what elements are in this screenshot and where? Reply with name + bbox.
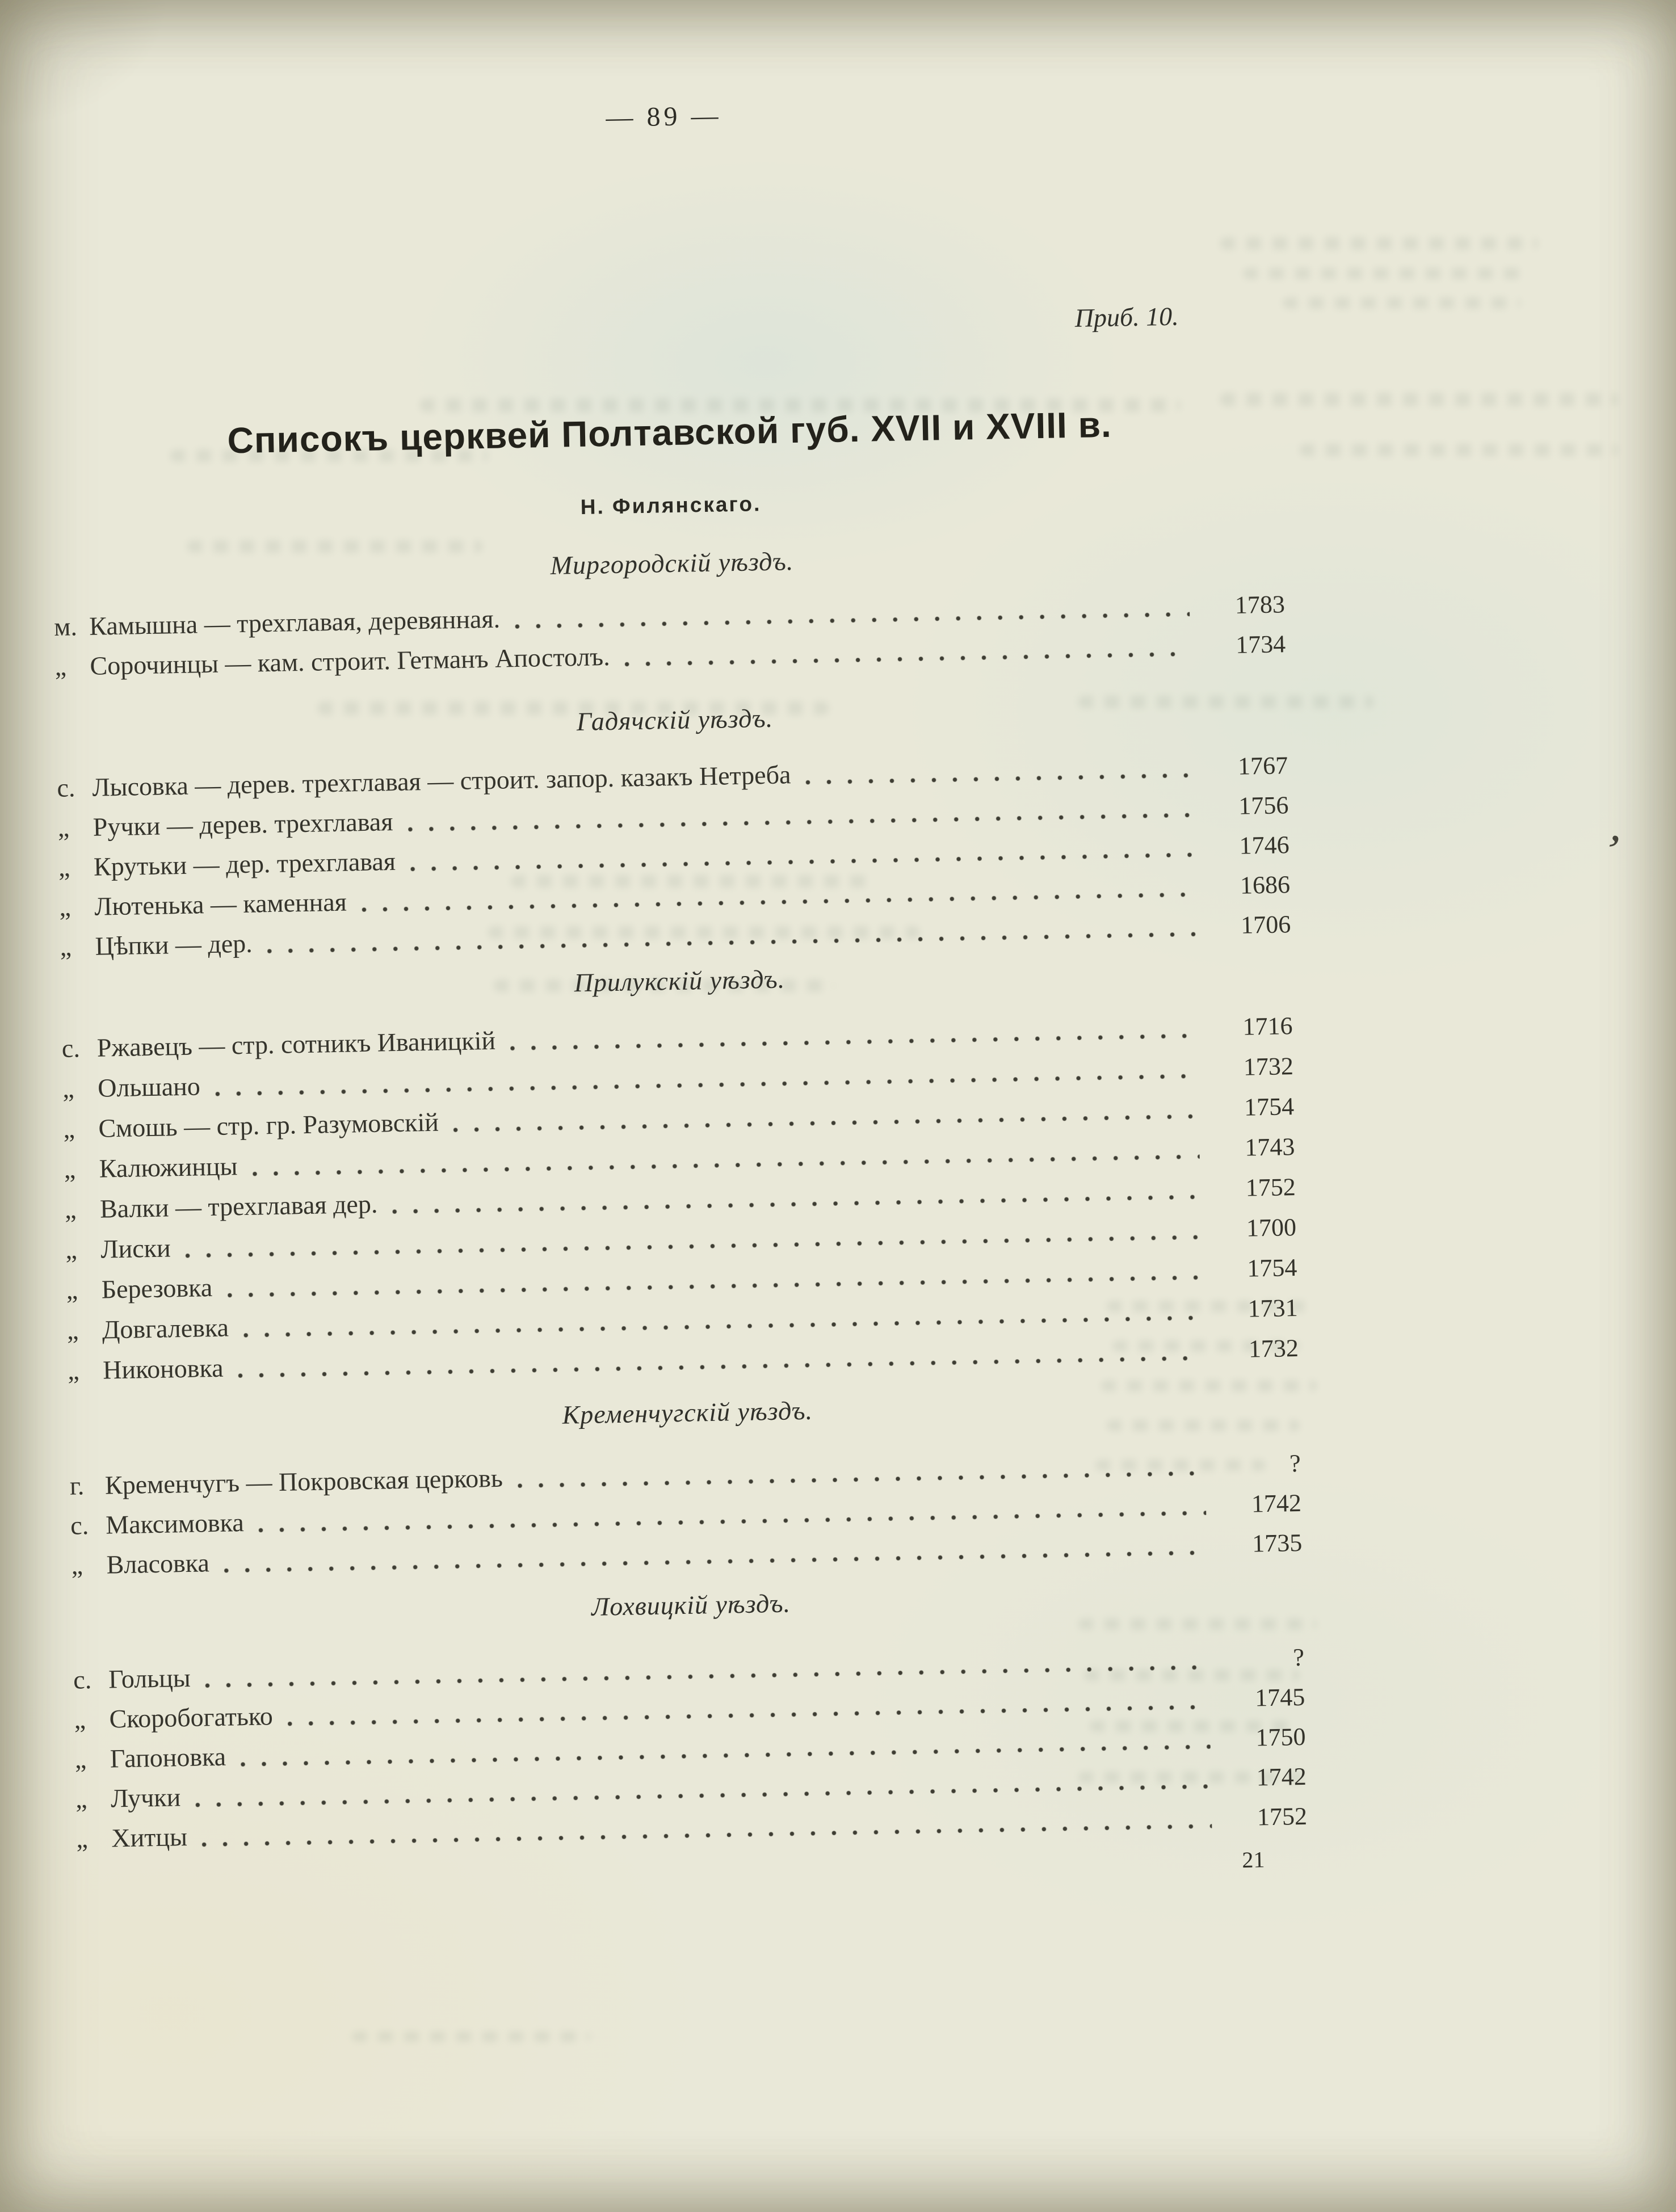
entry-year: 1746 (1239, 831, 1290, 860)
entry-list (68, 1444, 1310, 1586)
entry-name: Максимовка (105, 1508, 245, 1540)
entry-prefix: „ (74, 1705, 86, 1734)
bleedthrough-smudge (1283, 297, 1521, 309)
entry-year: 1754 (1246, 1254, 1297, 1282)
entry-name: Лучки (110, 1782, 181, 1813)
entry-name: Ржавецъ — стр. сотникъ Иваницкій (96, 1025, 496, 1062)
entry-year: 1745 (1254, 1683, 1305, 1712)
entry-prefix: г. (69, 1471, 85, 1500)
entry-prefix: „ (66, 1315, 79, 1345)
entry-prefix: „ (64, 1154, 76, 1184)
section-header: Гадячскій уѣздъ. (576, 703, 774, 737)
entry-name: Валки — трехглавая дер. (99, 1189, 378, 1223)
entry-name: Ольшано (97, 1071, 201, 1103)
page-content (41, 0, 1316, 1873)
section-header: Миргородскій уѣздъ. (550, 546, 794, 580)
entry-year: 1752 (1257, 1802, 1308, 1831)
entry-year: 1742 (1256, 1762, 1307, 1792)
entry-prefix: „ (75, 1784, 87, 1814)
entry-list (72, 1638, 1316, 1859)
entry-prefix: с. (61, 1033, 81, 1063)
entry-prefix: „ (71, 1550, 83, 1580)
entry-name: Цѣпки — дер. (95, 928, 253, 961)
entry-year: 1716 (1242, 1012, 1293, 1041)
entry-year: 1731 (1247, 1294, 1299, 1323)
section-gadyachsky-uyezd (54, 692, 1299, 967)
entry-prefix: „ (58, 852, 70, 882)
entry-name: Скоробогатько (109, 1701, 274, 1734)
section-mirgorodsky-uyezd (52, 536, 1294, 687)
entry-name: Березовка (101, 1273, 213, 1304)
entry-prefix: „ (64, 1195, 77, 1224)
bleedthrough-smudge (1300, 444, 1618, 456)
entry-year: 1750 (1255, 1722, 1306, 1752)
entry-name: Кременчугъ — Покровская церковь (104, 1463, 503, 1500)
entry-name: Лиски (100, 1233, 171, 1264)
page-number: — 89 — (605, 100, 722, 133)
entry-prefix: с. (70, 1511, 89, 1540)
bleedthrough-smudge (352, 2032, 590, 2042)
entry-prefix: „ (57, 813, 70, 842)
entry-year: 1783 (1234, 590, 1286, 619)
entry-name: Лютенька — каменная (94, 887, 347, 921)
entry-name: Крутьки — дер. трехглавая (93, 847, 396, 881)
section-header: Лохвицкій уѣздъ. (591, 1588, 791, 1621)
entry-name: Ручки — дерев. трехглавая (93, 807, 393, 842)
entry-name: Никоновка (102, 1353, 224, 1385)
entry-name: Калюжинцы (99, 1151, 238, 1183)
entry-year: 1700 (1246, 1213, 1297, 1242)
author-byline: Н. Филянскаго. (580, 492, 762, 519)
entry-prefix: с. (73, 1665, 92, 1694)
entry-year: 1686 (1240, 870, 1291, 899)
entry-year: 1752 (1245, 1173, 1296, 1202)
entry-year: 1706 (1240, 910, 1291, 939)
entry-name: Довгалевка (102, 1313, 229, 1344)
entry-prefix: „ (67, 1356, 80, 1385)
entry-prefix: „ (60, 932, 72, 961)
entry-name: Лысовка — дерев. трехглавая — строит. запор. казакъ Нетреба (91, 760, 791, 802)
entry-year: 1742 (1251, 1488, 1302, 1518)
entry-year: 1732 (1243, 1052, 1294, 1081)
signature-mark: 21 (1242, 1847, 1265, 1873)
entry-prefix: „ (66, 1275, 78, 1305)
entry-name: Хитцы (111, 1822, 188, 1853)
section-lokhvitsky-uyezd (71, 1578, 1316, 1859)
entry-prefix: „ (75, 1824, 89, 1853)
entry-year: ? (1289, 1449, 1301, 1478)
entry-name: Гапоновка (110, 1742, 226, 1773)
entry-prefix: с. (56, 773, 75, 802)
section-prilukskiy-uyezd (60, 953, 1307, 1391)
page-title: Списокъ церквей Полтавской губ. XVII и XVIII в. (226, 403, 1112, 461)
entry-year: 1754 (1244, 1092, 1295, 1121)
entry-name: Камышна — трехглавая, деревянная. (89, 604, 501, 641)
section-kremenchugsky-uyezd (67, 1385, 1310, 1586)
entry-prefix: „ (65, 1235, 78, 1264)
entry-year: ? (1292, 1643, 1305, 1672)
entry-prefix: м. (53, 612, 78, 641)
entry-name: Сорочинцы — кам. строит. Гетманъ Апостолъ. (90, 642, 611, 680)
entry-prefix: „ (54, 651, 67, 681)
entry-prefix: „ (62, 1114, 75, 1143)
entry-list (56, 746, 1299, 967)
entry-list (53, 584, 1294, 687)
entry-list (60, 1006, 1307, 1391)
entry-year: 1732 (1248, 1334, 1299, 1363)
section-header: Прилукскій уѣздъ. (574, 964, 786, 998)
entry-year: 1756 (1238, 791, 1289, 820)
entry-year: 1734 (1235, 630, 1286, 659)
entry-year: 1767 (1237, 751, 1288, 780)
entry-prefix: „ (58, 892, 72, 922)
entry-year: 1735 (1251, 1528, 1303, 1558)
entry-prefix: „ (74, 1744, 87, 1774)
appendix-annotation: Приб. 10. (1074, 301, 1179, 333)
section-header: Кременчугскій уѣздъ. (562, 1395, 813, 1429)
ink-speck: , (1607, 798, 1631, 852)
entry-name: Гольцы (108, 1663, 191, 1694)
entry-name: Смошь — стр. гр. Разумовскій (98, 1107, 439, 1143)
entry-year: 1743 (1244, 1133, 1295, 1162)
entry-name: Власовка (106, 1548, 210, 1579)
entry-prefix: „ (62, 1074, 75, 1103)
